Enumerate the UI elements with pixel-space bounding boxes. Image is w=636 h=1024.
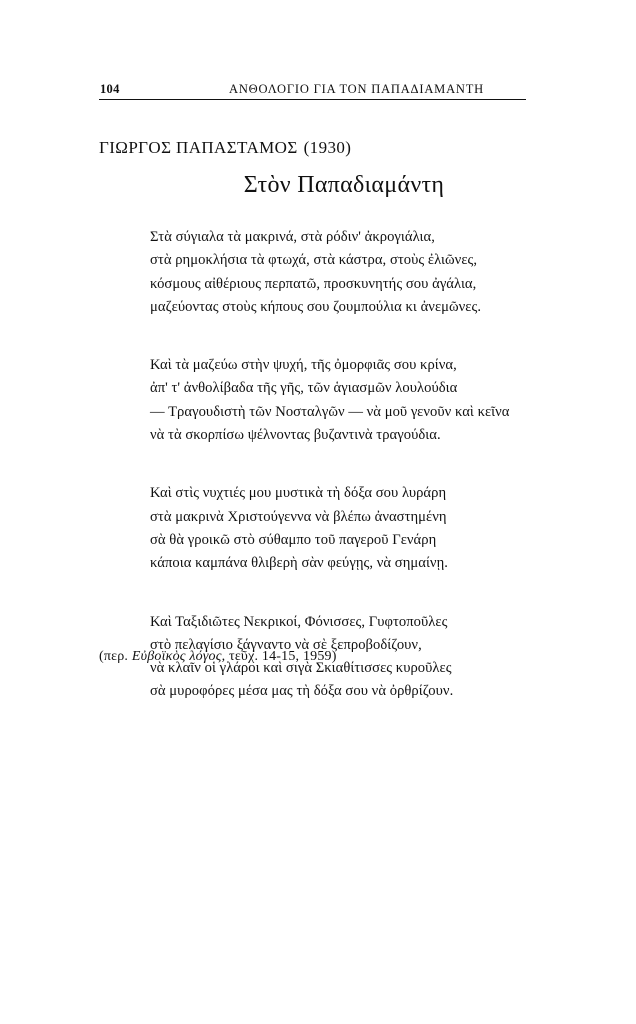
verse-line: Στὰ σύγιαλα τὰ μακρινά, στὰ ρόδιν' ἀκρογιάλια, <box>150 229 435 245</box>
stanza-1 <box>150 226 550 319</box>
verse-line: σὰ μυροφόρες μέσα μας τὴ δόξα σου νὰ ὀρθρίζουν. <box>150 683 454 700</box>
verse-line: Καὶ Ταξιδιῶτες Νεκρικοί, Φόνισσες, Γυφτοποῦλες <box>150 613 448 630</box>
verse-line: — Τραγουδιστὴ τῶν Νοσταλγῶν — νὰ μοῦ γενοῦν καὶ κεῖνα <box>150 403 510 420</box>
page-number: 104 <box>100 82 120 96</box>
verse-line: κόσμους αἰθέριους περπατῶ, προσκυνητής σου ἀγάλια, <box>150 275 477 292</box>
verse-line: κάποια καμπάνα θλιβερὴ σὰν φεύγῃς, νὰ σημαίνῃ. <box>150 555 448 572</box>
verse-line: στὰ μακρινὰ Χριστούγεννα νὰ βλέπω ἀναστημένη <box>150 508 447 525</box>
book-title: ΑΝΘΟΛΟΓΙΟ ΓΙΑ ΤΟΝ ΠΑΠΑΔΙΑΜΑΝΤΗ <box>229 82 485 96</box>
verse-line: Καὶ στὶς νυχτιές μου μυστικὰ τὴ δόξα σου λυράρη <box>150 485 447 502</box>
stanza-2 <box>150 354 550 447</box>
source-journal: Εὐβοϊκὸς λόγος, <box>131 649 226 664</box>
poem-title: Στὸν Παπαδιαμάντη <box>243 172 445 198</box>
source-citation <box>99 649 337 665</box>
author-heading <box>99 138 351 158</box>
verse-line: Καὶ τὰ μαζεύω στὴν ψυχή, τῆς ὀμορφιᾶς σου κρίνα, <box>150 357 457 374</box>
verse-line: σὰ θὰ γροικῶ στὸ σύθαμπο τοῦ παγεροῦ Γενάρη <box>150 531 437 548</box>
stanza-3 <box>150 482 550 575</box>
running-head <box>99 82 525 98</box>
verse-line: στὰ ρημοκλήσια τὰ φτωχά, στὰ κάστρα, στοὺς ἐλιῶνες, <box>150 252 478 269</box>
verse-line: στὸ πελαγίσιο ξάγναντο νὰ σὲ ξεπροβοδίζουν, <box>150 636 422 653</box>
verse-line: νὰ τὰ σκορπίσω ψέλνοντας βυζαντινὰ τραγούδια. <box>150 427 441 444</box>
author-name: ΓΙΩΡΓΟΣ ΠΑΠΑΣΤΑΜΟΣ <box>99 138 298 157</box>
author-birth-year: (1930) <box>303 138 352 157</box>
header-rule <box>99 99 526 100</box>
verse-line: μαζεύοντας στοὺς κήπους σου ζουμπούλια κι ἀνεμῶνες. <box>150 298 482 315</box>
source-issue: τεῦχ. 14-15, 1959) <box>229 649 337 664</box>
source-prefix: (περ. <box>99 649 129 664</box>
verse-line: νὰ κλαῖν οἱ γλάροι καὶ σιγὰ Σκιαθίτισσες κυροῦλες <box>150 660 452 677</box>
verse-line: ἀπ' τ' ἀνθολίβαδα τῆς γῆς, τῶν ἁγιασμῶν λουλούδια <box>150 380 458 397</box>
